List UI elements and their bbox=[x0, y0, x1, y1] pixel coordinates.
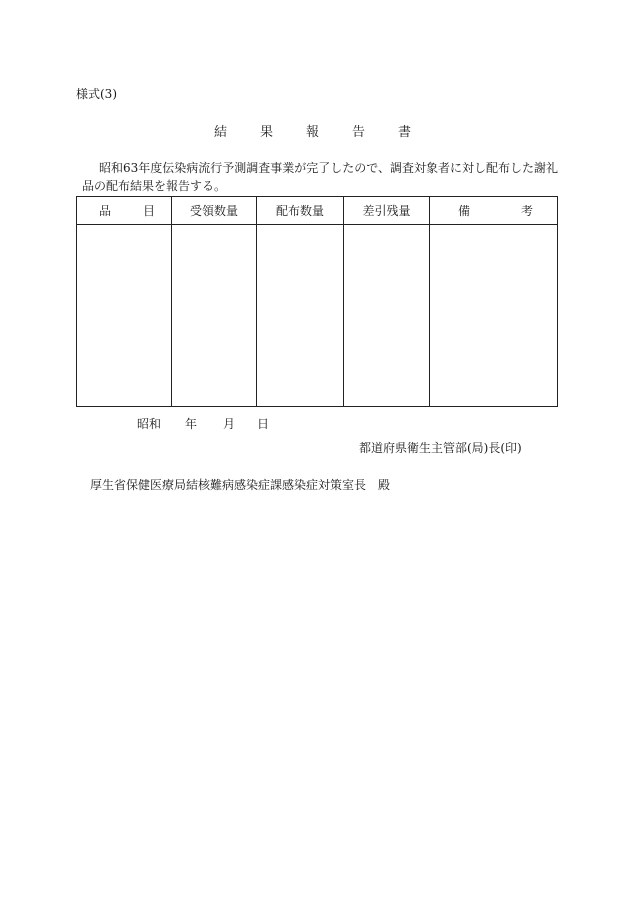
date-day: 日 bbox=[257, 417, 270, 431]
body-line-2: 品の配布結果を報告する。 bbox=[82, 179, 227, 193]
table-header-row bbox=[77, 197, 558, 225]
header-distributed-quantity: 配布数量 bbox=[257, 197, 344, 225]
date-month: 月 bbox=[223, 417, 236, 431]
date-year: 年 bbox=[185, 417, 198, 431]
form-number: 様式(3) bbox=[76, 87, 117, 101]
issuer-signature: 都道府県衛生主管部(局)長(印) bbox=[359, 441, 522, 455]
table-row bbox=[77, 225, 558, 407]
title-char: 結 bbox=[214, 125, 228, 140]
body-line-1: 昭和63年度伝染病流行予測調査事業が完了したので、調査対象者に対し配布した謝礼 bbox=[99, 161, 559, 175]
header-remaining-quantity: 差引残量 bbox=[344, 197, 430, 225]
header-item: 品 目 bbox=[77, 197, 172, 225]
table-cell bbox=[257, 225, 344, 407]
date-era: 昭和 bbox=[137, 417, 162, 431]
table-cell bbox=[430, 225, 558, 407]
title-char: 書 bbox=[398, 125, 412, 140]
header-received-quantity: 受領数量 bbox=[172, 197, 257, 225]
document-title bbox=[214, 121, 444, 140]
title-char: 果 bbox=[260, 125, 274, 140]
header-remarks: 備 考 bbox=[430, 197, 558, 225]
table-cell bbox=[77, 225, 172, 407]
title-char: 告 bbox=[352, 125, 366, 140]
addressee: 厚生省保健医療局結核難病感染症課感染症対策室長 殿 bbox=[90, 478, 391, 492]
table-cell bbox=[344, 225, 430, 407]
distribution-table bbox=[76, 196, 558, 407]
body-paragraph bbox=[82, 159, 562, 195]
title-char: 報 bbox=[306, 125, 320, 140]
table-cell bbox=[172, 225, 257, 407]
date-line bbox=[137, 415, 269, 432]
